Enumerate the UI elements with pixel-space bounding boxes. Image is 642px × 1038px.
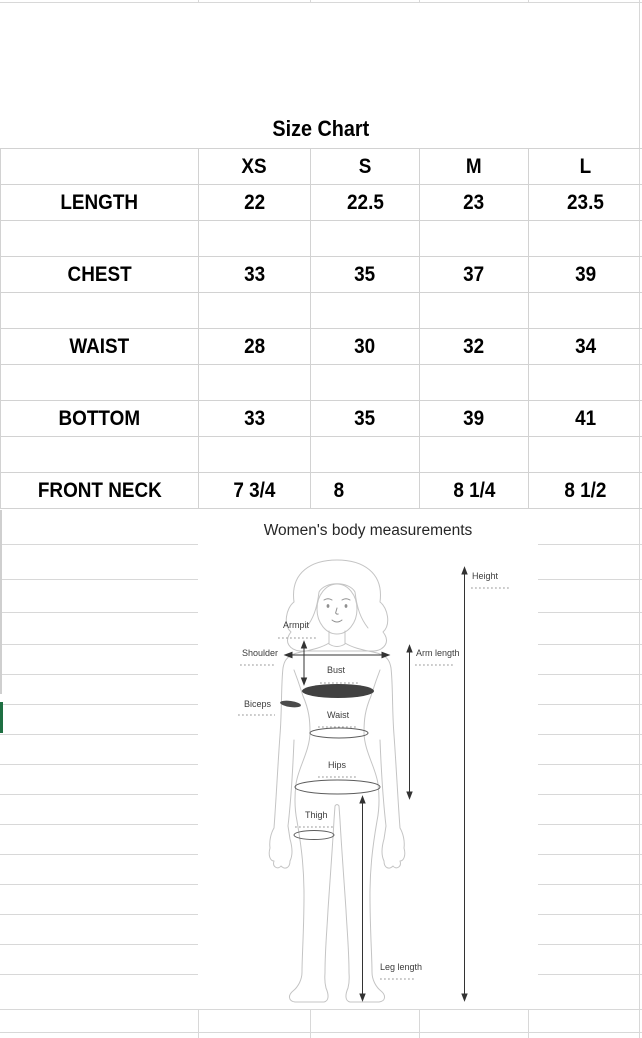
gridline — [538, 854, 642, 855]
gridline — [0, 884, 198, 885]
gridline — [538, 914, 642, 915]
sheet-title: Size Chart — [272, 116, 370, 141]
gridline — [0, 764, 198, 765]
value-cell[interactable] — [311, 437, 420, 473]
value-cell[interactable]: 32 — [420, 329, 529, 365]
gridline — [0, 612, 198, 613]
table-row — [1, 329, 642, 365]
gridline — [528, 1009, 529, 1033]
value-cell[interactable] — [420, 221, 529, 257]
table-row — [1, 437, 642, 473]
gridline — [538, 764, 642, 765]
value-cell[interactable]: 22.5 — [311, 185, 420, 221]
gridline — [419, 1009, 420, 1033]
gridline — [538, 944, 642, 945]
value-cell[interactable] — [420, 437, 529, 473]
value-cell[interactable]: 7 3/4 — [199, 473, 311, 509]
size-chart-header — [1, 149, 642, 185]
gridline — [0, 1032, 642, 1033]
torso-left — [294, 670, 310, 784]
value-cell[interactable] — [529, 365, 642, 401]
table-row — [1, 221, 642, 257]
biceps-band — [280, 700, 302, 709]
hips-label: Hips — [328, 760, 347, 770]
gridline — [419, 0, 420, 3]
gridline — [419, 1032, 420, 1038]
value-cell[interactable] — [199, 437, 311, 473]
header-cell-s[interactable]: S — [311, 149, 420, 185]
header-cell-empty[interactable] — [1, 149, 199, 185]
gridline — [528, 1032, 529, 1038]
table-row — [1, 365, 642, 401]
bust-label: Bust — [327, 665, 346, 675]
selection-indicator — [0, 702, 3, 733]
hair-fringe — [306, 584, 368, 628]
row-label-cell[interactable]: BOTTOM — [1, 401, 199, 437]
row-label-cell[interactable]: FRONT NECK — [1, 473, 199, 509]
face-details — [324, 599, 350, 622]
value-cell[interactable] — [199, 365, 311, 401]
value-cell[interactable] — [311, 365, 420, 401]
row-label-cell[interactable]: LENGTH — [1, 185, 199, 221]
gridline — [538, 544, 642, 545]
value-cell[interactable] — [199, 293, 311, 329]
table-row — [1, 473, 642, 509]
value-cell[interactable] — [420, 365, 529, 401]
gridline — [310, 0, 311, 3]
value-cell[interactable]: 8 1/4 — [420, 473, 529, 509]
value-cell[interactable]: 39 — [529, 257, 642, 293]
crotch — [335, 805, 339, 807]
gridline — [0, 1009, 642, 1010]
value-cell[interactable]: 23 — [420, 185, 529, 221]
gridline — [538, 704, 642, 705]
value-cell[interactable] — [529, 437, 642, 473]
hips-band — [295, 780, 380, 794]
row-label-cell[interactable] — [1, 293, 199, 329]
table-row — [1, 401, 642, 437]
gridline — [0, 974, 198, 975]
value-cell[interactable]: 8 — [311, 473, 420, 509]
gridline — [0, 544, 198, 545]
arm-length-label: Arm length — [416, 648, 460, 658]
table-row — [1, 185, 642, 221]
gridline — [538, 884, 642, 885]
gridline — [538, 674, 642, 675]
gridline — [528, 0, 529, 3]
gridline — [0, 579, 198, 580]
waist-label: Waist — [327, 710, 350, 720]
gridline — [538, 974, 642, 975]
bust-band — [302, 684, 374, 698]
header-row — [1, 149, 642, 185]
gridline — [0, 794, 198, 795]
table-row — [1, 257, 642, 293]
gridline — [0, 704, 198, 705]
right-leg — [339, 784, 385, 1002]
value-cell[interactable]: 22 — [199, 185, 311, 221]
body-measurements-image[interactable] — [198, 510, 538, 1008]
gridline — [0, 734, 198, 735]
header-cell-m[interactable]: M — [420, 149, 529, 185]
row-label-cell[interactable] — [1, 437, 199, 473]
value-cell[interactable] — [311, 221, 420, 257]
value-cell[interactable] — [420, 293, 529, 329]
gridline — [198, 0, 199, 3]
value-cell[interactable]: 8 1/2 — [529, 473, 642, 509]
table-row — [1, 293, 642, 329]
value-cell[interactable]: 37 — [420, 257, 529, 293]
value-cell[interactable]: 28 — [199, 329, 311, 365]
value-cell[interactable]: 35 — [311, 401, 420, 437]
gridline — [0, 674, 198, 675]
value-cell[interactable]: 41 — [529, 401, 642, 437]
hair-outline — [286, 560, 387, 651]
gridline — [198, 1009, 199, 1033]
shoulder-label: Shoulder — [242, 648, 279, 658]
gridline — [0, 644, 198, 645]
gridline — [538, 612, 642, 613]
value-cell[interactable]: 33 — [199, 257, 311, 293]
gridline — [0, 854, 198, 855]
header-cell-xs[interactable]: XS — [199, 149, 311, 185]
gridline — [0, 824, 198, 825]
leg-length-label: Leg length — [380, 962, 423, 972]
left-edge-artifact — [0, 510, 2, 694]
gridline — [538, 734, 642, 735]
value-cell[interactable]: 34 — [529, 329, 642, 365]
value-cell[interactable]: 30 — [311, 329, 420, 365]
value-cell[interactable]: 23.5 — [529, 185, 642, 221]
height-label: Height — [472, 571, 499, 581]
gridline — [538, 644, 642, 645]
gridline — [198, 1032, 199, 1038]
value-cell[interactable]: 35 — [311, 257, 420, 293]
body-figure-drawing — [198, 510, 538, 1008]
figure-title: Women's body measurements — [263, 522, 473, 539]
row-label-cell[interactable]: WAIST — [1, 329, 199, 365]
gridline — [310, 1032, 311, 1038]
value-cell[interactable] — [529, 221, 642, 257]
gridline — [538, 824, 642, 825]
value-cell[interactable] — [311, 293, 420, 329]
size-chart-table — [0, 148, 642, 509]
header-cell-l[interactable]: L — [529, 149, 642, 185]
gridline — [538, 579, 642, 580]
thigh-band — [294, 831, 334, 840]
biceps-label: Biceps — [244, 699, 272, 709]
armpit-label: Armpit — [283, 620, 310, 630]
size-chart-body — [1, 185, 642, 509]
value-cell[interactable]: 33 — [199, 401, 311, 437]
value-cell[interactable]: 39 — [420, 401, 529, 437]
value-cell[interactable] — [529, 293, 642, 329]
value-cell[interactable] — [199, 221, 311, 257]
gridline — [310, 1009, 311, 1033]
gridline — [0, 944, 198, 945]
row-label-cell[interactable] — [1, 221, 199, 257]
thigh-label: Thigh — [305, 810, 328, 820]
row-label-cell[interactable]: CHEST — [1, 257, 199, 293]
gridline — [538, 794, 642, 795]
waist-band — [310, 728, 368, 738]
gridline — [0, 914, 198, 915]
row-label-cell[interactable] — [1, 365, 199, 401]
gridline — [0, 2, 642, 3]
